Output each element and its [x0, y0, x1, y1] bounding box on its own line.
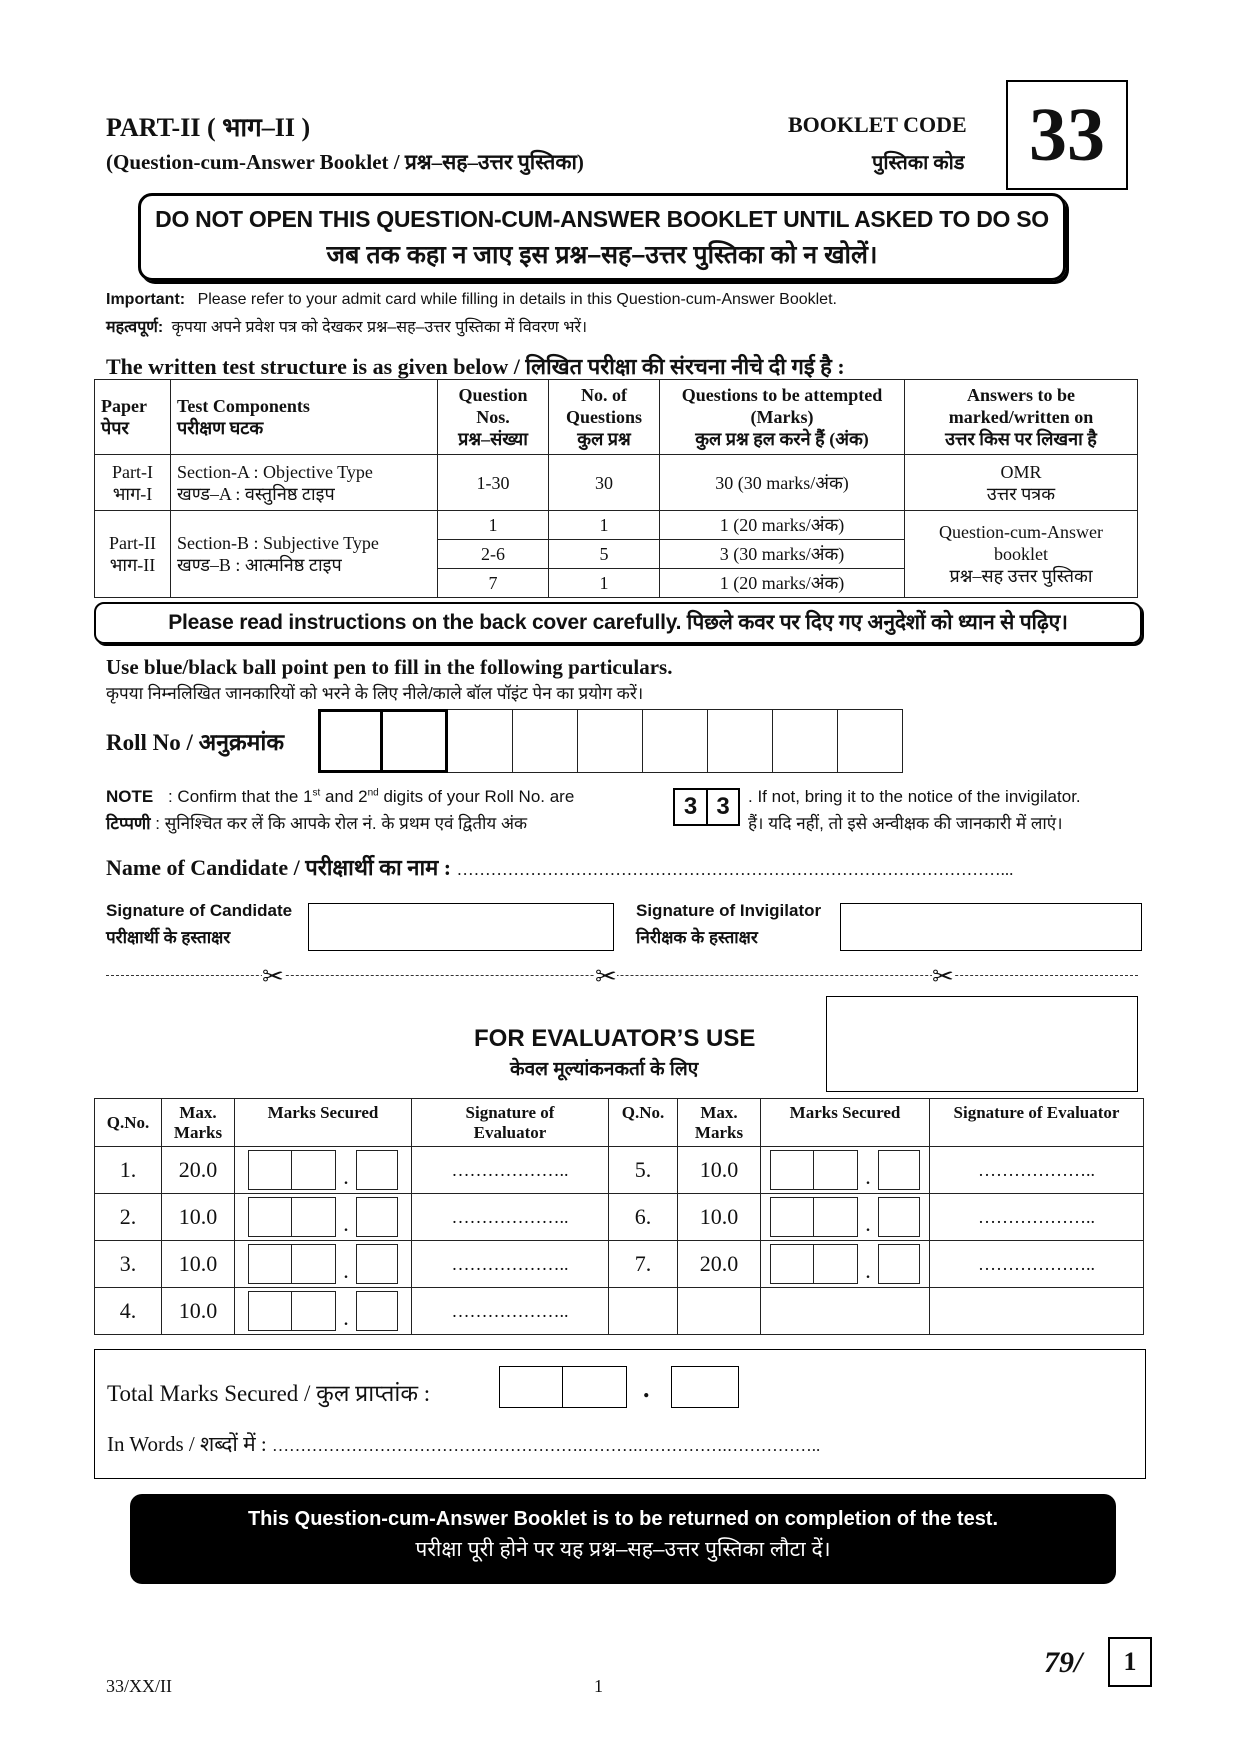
total-marks-decimal-input[interactable] — [671, 1366, 739, 1408]
scissors-icon: ✂ — [932, 962, 954, 992]
part1-count: 30 — [549, 455, 660, 511]
part1-answer: OMR — [1000, 461, 1042, 482]
part1-component-hi: खण्ड–A : वस्तुनिष्ठ टाइप — [177, 483, 335, 504]
eval-qno: 3. — [95, 1241, 162, 1288]
hdr-qnos-hi: प्रश्न–संख्या — [458, 429, 528, 449]
serial-number: 79/ — [1044, 1646, 1083, 1679]
decimal-point: . — [343, 1305, 349, 1330]
roll-digit-3[interactable] — [448, 709, 513, 773]
evaluator-signature-field[interactable]: ……………….. — [930, 1241, 1144, 1288]
evaluator-stamp-box[interactable] — [826, 996, 1138, 1092]
decimal-point: . — [343, 1164, 349, 1189]
eval-hdr-qno-2: Q.No. — [609, 1099, 678, 1147]
serial-box — [1108, 1637, 1152, 1687]
part2-qnos-2: 2-6 — [438, 540, 549, 569]
eval-row — [95, 1241, 1144, 1288]
roll-label: Roll No / अनुक्रमांक — [106, 730, 285, 755]
roll-digit-2[interactable] — [383, 709, 448, 773]
hdr-components-hi: परीक्षण घटक — [177, 418, 264, 438]
evaluator-table — [94, 1098, 1144, 1335]
note-text-a: : Confirm that the 1 — [167, 787, 313, 806]
eval-hdr-secured: Marks Secured — [235, 1099, 412, 1147]
eval-max: 20.0 — [162, 1147, 235, 1194]
booklet-code-label-hindi: पुस्तिका कोड — [872, 152, 965, 174]
instructions-text: Please read instructions on the back cover carefully. पिछले कवर पर दिए गए अनुदेशों को ध्यान से पढ़िए। — [168, 611, 1068, 634]
evaluator-signature-field[interactable]: ……………….. — [930, 1194, 1144, 1241]
part2-component-hi: खण्ड–B : आत्मनिष्ठ टाइप — [177, 555, 342, 575]
marks-secured-input[interactable] — [235, 1194, 412, 1241]
evaluator-title-hi: केवल मूल्यांकनकर्ता के लिए — [510, 1059, 699, 1080]
serial-box-value: 1 — [1123, 1647, 1137, 1676]
eval-max: 10.0 — [678, 1147, 761, 1194]
important-text: Please refer to your admit card while filling in details in this Question-cum-Answer Booklet. — [197, 291, 837, 308]
candidate-name-field[interactable]: ……………………………………………………………………………………... — [456, 860, 1014, 879]
candidate-signature-en: Signature of Candidate — [106, 901, 293, 920]
hdr-count-hi: कुल प्रश्न — [577, 429, 631, 449]
part2-answer: Question-cum-Answer — [939, 522, 1103, 542]
decimal-point: . — [343, 1258, 349, 1283]
decimal-point: . — [865, 1258, 871, 1283]
important-label: Important: — [106, 291, 186, 308]
part2-component: Section-B : Subjective Type — [177, 533, 379, 553]
booklet-type: (Question-cum-Answer Booklet / प्रश्न–सह–उत्तर पुस्तिका) — [106, 150, 584, 174]
note-text-c: digits of your Roll No. are — [378, 787, 575, 806]
eval-empty-cell — [609, 1288, 678, 1335]
evaluator-signature-field[interactable]: ……………….. — [412, 1241, 609, 1288]
cut-line — [106, 975, 1138, 976]
hdr-answers: Answers to be marked/written on — [948, 385, 1094, 427]
roll-digit-6[interactable] — [643, 709, 708, 773]
note-digit-1: 3 — [675, 790, 708, 824]
note-en — [106, 787, 574, 807]
part2-count-2: 5 — [549, 540, 660, 569]
note-label: NOTE — [106, 787, 154, 806]
hdr-count: No. of Questions — [565, 385, 643, 427]
evaluator-signature-field[interactable]: ……………….. — [412, 1194, 609, 1241]
hdr-answers-hi: उत्तर किस पर लिखना है — [945, 429, 1097, 449]
part2-qnos-3: 7 — [438, 569, 549, 598]
total-decimal-point: . — [643, 1374, 650, 1403]
return-text-en: This Question-cum-Answer Booklet is to be returned on completion of the test. — [247, 1508, 999, 1530]
part2-qnos-1: 1 — [438, 511, 549, 540]
note-text-d: . If not, bring it to the notice of the invigilator. — [748, 787, 1081, 806]
evaluator-signature-field[interactable]: ……………….. — [930, 1147, 1144, 1194]
evaluator-signature-field[interactable]: ……………….. — [412, 1288, 609, 1335]
warning-box — [138, 193, 1066, 281]
eval-qno: 2. — [95, 1194, 162, 1241]
note-digit-boxes — [673, 788, 740, 826]
scissors-icon: ✂ — [595, 962, 617, 992]
hdr-paper-hi: पेपर — [101, 418, 129, 438]
eval-hdr-sig-2: Evaluator — [473, 1122, 547, 1142]
note-text-hi-b: हैं। यदि नहीं, तो इसे अन्वीक्षक की जानकारी में लाएं। — [748, 814, 1063, 833]
part1-attempt: 30 (30 marks/अंक) — [660, 455, 905, 511]
part2-paper: Part-II — [109, 533, 156, 553]
pen-instruction-hi: कृपया निम्नलिखित जानकारियों को भरने के लिए नीले/काले बॉल पॉइंट पेन का प्रयोग करें। — [106, 684, 644, 703]
marks-secured-input[interactable] — [235, 1241, 412, 1288]
total-marks-box — [94, 1349, 1146, 1479]
structure-title: The written test structure is as given below / लिखित परीक्षा की संरचना नीचे दी गई है : — [106, 354, 845, 379]
marks-secured-input[interactable] — [235, 1288, 412, 1335]
roll-number-boxes — [318, 709, 903, 773]
eval-empty-cell — [930, 1288, 1144, 1335]
invigilator-signature-en: Signature of Invigilator — [636, 901, 822, 920]
eval-qno: 6. — [609, 1194, 678, 1241]
instructions-banner — [94, 602, 1142, 644]
part2-answer-hi: प्रश्न–सह उत्तर पुस्तिका — [949, 566, 1093, 586]
warning-text-hi: जब तक कहा न जाए इस प्रश्न–सह–उत्तर पुस्तिका को न खोलें। — [326, 241, 878, 269]
pen-instruction-en: Use blue/black ball point pen to fill in the following particulars. — [106, 655, 673, 679]
roll-digit-9[interactable] — [838, 709, 903, 773]
booklet-code: 33 — [1029, 93, 1105, 177]
eval-hdr-sig: Signature of — [465, 1102, 555, 1122]
important-en — [106, 291, 837, 309]
candidate-signature-label — [106, 897, 292, 951]
eval-max: 20.0 — [678, 1241, 761, 1288]
invigilator-signature-label — [636, 897, 821, 951]
marks-secured-input[interactable] — [761, 1194, 930, 1241]
invigilator-signature-hi: निरीक्षक के हस्ताक्षर — [636, 928, 758, 947]
page-number: 1 — [594, 1676, 603, 1696]
evaluator-title: FOR EVALUATOR’S USE — [474, 1025, 756, 1052]
roll-digit-1[interactable] — [318, 709, 383, 773]
total-words-field[interactable]: ……………………………………………….……….…………….…………….. — [272, 1436, 821, 1455]
hdr-qnos: Question Nos. — [458, 385, 528, 427]
eval-row — [95, 1288, 1144, 1335]
roll-digit-7[interactable] — [708, 709, 773, 773]
booklet-code-box — [1006, 80, 1128, 190]
marks-secured-input[interactable] — [761, 1147, 930, 1194]
eval-hdr-max-b-2: Marks — [694, 1122, 744, 1142]
part2-attempt-2: 3 (30 marks/अंक) — [660, 540, 905, 569]
hdr-components: Test Components — [177, 396, 310, 416]
marks-secured-input[interactable] — [235, 1147, 412, 1194]
roll-digit-4[interactable] — [513, 709, 578, 773]
part2-paper-hi: भाग-II — [109, 555, 156, 575]
part1-answer-hi: उत्तर पत्रक — [986, 483, 1056, 504]
note-digit-2: 3 — [716, 793, 730, 820]
eval-hdr-qno: Q.No. — [95, 1099, 162, 1147]
evaluator-signature-field[interactable]: ……………….. — [412, 1147, 609, 1194]
eval-max: 10.0 — [678, 1194, 761, 1241]
eval-hdr-sig-full: Signature of Evaluator — [930, 1099, 1144, 1147]
candidate-signature-box[interactable] — [308, 903, 614, 951]
candidate-signature-hi: परीक्षार्थी के हस्ताक्षर — [106, 928, 231, 947]
evaluator-header-row — [95, 1099, 1144, 1147]
return-text-hi: परीक्षा पूरी होने पर यह प्रश्न–सह–उत्तर पुस्तिका लौटा दें। — [415, 1538, 831, 1561]
note-sup-2: nd — [367, 787, 379, 799]
eval-empty-cell — [761, 1288, 930, 1335]
booklet-code-label: BOOKLET CODE — [788, 112, 967, 137]
eval-row — [95, 1147, 1144, 1194]
part1-row — [95, 455, 1138, 511]
scissors-icon: ✂ — [262, 962, 284, 992]
eval-max: 10.0 — [162, 1194, 235, 1241]
footer-code: 33/XX/II — [106, 1676, 172, 1696]
note-text-b: and 2 — [320, 787, 368, 806]
part2-attempt-1: 1 (20 marks/अंक) — [660, 511, 905, 540]
part1-paper-hi: भाग-I — [112, 483, 153, 504]
marks-secured-input[interactable] — [761, 1241, 930, 1288]
hdr-attempt-hi: कुल प्रश्न हल करने हैं (अंक) — [695, 429, 869, 449]
total-marks-input[interactable] — [499, 1366, 627, 1408]
eval-hdr-max-2: Marks — [173, 1122, 223, 1142]
eval-qno: 4. — [95, 1288, 162, 1335]
eval-max: 10.0 — [162, 1288, 235, 1335]
total-marks-label: Total Marks Secured / कुल प्राप्तांक : — [107, 1381, 431, 1406]
note-text-hi-a: : सुनिश्चित कर लें कि आपके रोल नं. के प्रथम एवं द्वितीय अंक — [155, 814, 528, 833]
total-words-label: In Words / शब्दों में : — [107, 1432, 267, 1456]
part-title: PART-II ( भाग–II ) — [106, 113, 311, 142]
eval-qno: 7. — [609, 1241, 678, 1288]
eval-qno: 5. — [609, 1147, 678, 1194]
eval-row — [95, 1194, 1144, 1241]
eval-hdr-max: Max. — [179, 1102, 217, 1122]
eval-hdr-max-b: Max. — [700, 1102, 738, 1122]
note-label-hindi: टिप्पणी — [106, 814, 151, 833]
decimal-point: . — [865, 1164, 871, 1189]
decimal-point: . — [865, 1211, 871, 1236]
eval-max: 10.0 — [162, 1241, 235, 1288]
hdr-paper: Paper — [101, 396, 147, 416]
hdr-attempt: Questions to be attempted (Marks) — [681, 385, 883, 427]
part2-answer-2: booklet — [994, 544, 1048, 564]
warning-text-en: DO NOT OPEN THIS QUESTION-CUM-ANSWER BOOKLET UNTIL ASKED TO DO SO — [155, 206, 1049, 232]
eval-hdr-secured-2: Marks Secured — [761, 1099, 930, 1147]
part2-count-1: 1 — [549, 511, 660, 540]
total-words-row — [107, 1430, 820, 1458]
candidate-name-row — [106, 852, 1146, 882]
note-sup-1: st — [312, 787, 321, 799]
structure-header-row — [95, 380, 1138, 455]
note-hi — [106, 811, 527, 834]
part2-attempt-3: 1 (20 marks/अंक) — [660, 569, 905, 598]
important-hi — [106, 315, 587, 337]
return-banner — [130, 1494, 1116, 1584]
structure-table — [94, 379, 1138, 598]
roll-digit-5[interactable] — [578, 709, 643, 773]
part1-qnos: 1-30 — [438, 455, 549, 511]
roll-digit-8[interactable] — [773, 709, 838, 773]
eval-qno: 1. — [95, 1147, 162, 1194]
candidate-name-label: Name of Candidate / परीक्षार्थी का नाम : — [106, 855, 452, 880]
part1-paper: Part-I — [112, 461, 153, 482]
part2-row-1 — [95, 511, 1138, 540]
part1-component: Section-A : Objective Type — [177, 461, 373, 482]
eval-empty-cell — [678, 1288, 761, 1335]
important-text-hindi: कृपया अपने प्रवेश पत्र को देखकर प्रश्न–सह–उत्तर पुस्तिका में विवरण भरें। — [171, 319, 588, 336]
invigilator-signature-box[interactable] — [840, 903, 1142, 951]
important-label-hindi: महत्वपूर्ण: — [106, 319, 164, 336]
part2-count-3: 1 — [549, 569, 660, 598]
decimal-point: . — [343, 1211, 349, 1236]
